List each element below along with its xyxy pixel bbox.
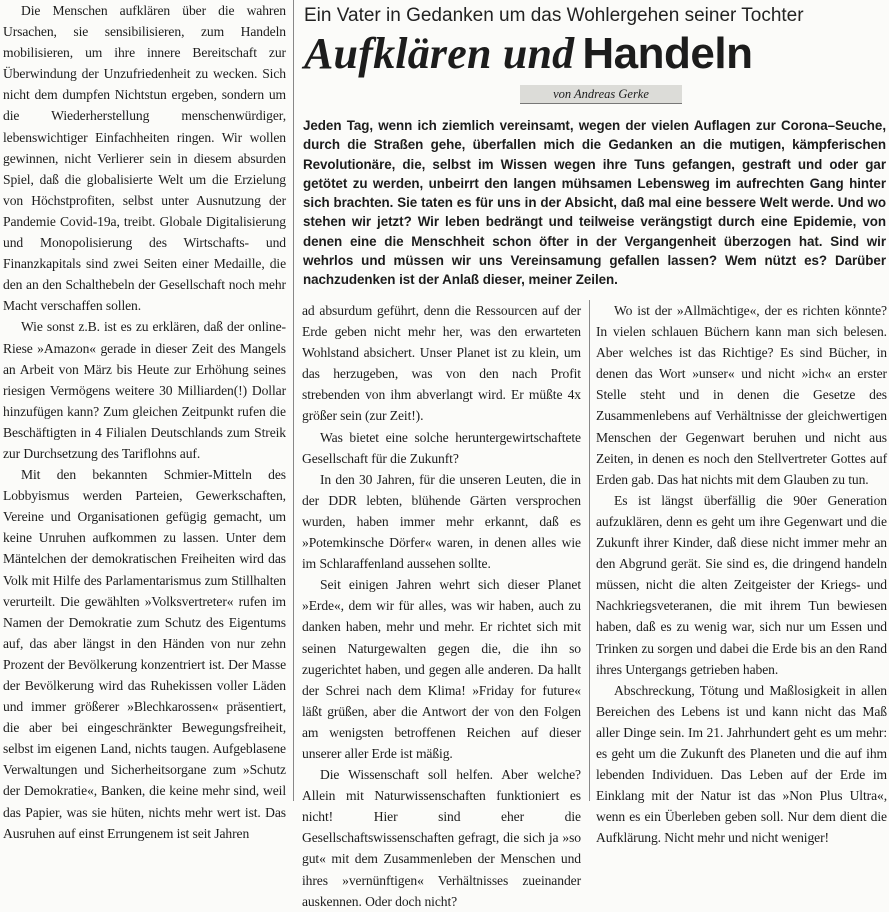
kicker: Ein Vater in Gedanken um das Wohlergehen seiner Tochter (304, 5, 804, 26)
paragraph: Was bietet eine solche heruntergewirtschaftete Gesellschaft für die Zukunft? (302, 429, 581, 466)
column-divider (293, 0, 294, 801)
paragraph: Wo ist der »Allmächtige«, der es richten könnte? In vielen schlauen Büchern kann man sich belesen. Aber welches ist das Richtige? Es sind Bücher, in denen das Wort »unser« und nicht »ich« an erster Stelle steht und in denen die Gesetze des Zusammenlebens auf Verhältnisse der gleichwertigen Menschen der Gegenwart beruhen und nicht aus Zeiten, in denen es noch den Stellvertreter Gottes auf Erden gab. Das hat nichts mit dem Glauben zu tun. (596, 303, 887, 487)
paragraph: Seit einigen Jahren wehrt sich dieser Planet »Erde«, dem wir für alles, was wir haben, auch zu danken haben, mehr und mehr. Er richtet sich mit seinen Naturgewalten gegen die, die ihn so zugerichtet haben, und gegen alle anderen. Da hallt der Schrei nach dem Klima! »Friday for future« läßt grüßen, aber die Antwort der von den Folgen am wenigsten betroffenen Reichen auf dieser unserer aller Erde ist mäßig. (302, 577, 581, 761)
article-column-3 (596, 300, 887, 846)
paragraph: Wie sonst z.B. ist es zu erklären, daß der online-Riese »Amazon« gerade in dieser Zeit des Mangels an Arbeit von März bis Heute zur Erhöhung seines riesigen Vermögens weitere 30 Milliarden(!) Dollar hinzufügen kann? Zum gleichen Zeitpunkt rufen die Beschäftigten in 4 Filialen Deutschlands zum Streik zur Durchsetzung des Tariflohns auf. (3, 319, 286, 461)
paragraph: Es ist längst überfällig die 90er Generation aufzuklären, denn es geht um ihre Gegenwart und die Zukunft ihrer Kinder, daß diese nicht immer mehr an den Abgrund gerät. Sie sind es, die dringend handeln müssen, nicht die alten Zeitgeister der Kriegs- und Nachkriegsveteranen, die mit ihrem Tun bewiesen haben, daß es zu wenig war, sich nur um Essen und Trinken zu sorgen und dabei die Erde bis an den Rand ihres Untergangs getrieben haben. (596, 492, 887, 677)
paragraph: ad absurdum geführt, denn die Ressourcen auf der Erde geben nicht mehr her, was den erwarteten Wohlstand absichert. Unser Planet ist zu klein, um das herzugeben, was von den nach Profit strebenden von ihm abverlangt wird. Er müßte 4x größer sein (zur Zeit!). (302, 303, 581, 424)
headline-part-1: Aufklären und (304, 29, 575, 78)
paragraph: Mit den bekannten Schmier-Mitteln des Lobbyismus werden Parteien, Gewerkschaften, Vereine und Organisationen gefügig gemacht, um keine Unruhen aufkommen zu lassen. Unter dem Mäntelchen der demokratischen Freiheiten wird das Volk mit Hilfe des Parlamentarismus zum Stillhalten verurteilt. Die gewählten »Volksvertreter« rufen im Namen der Demokratie zum Schutz des Eigentums auf, das aber längst in den Händen von nur zehn Prozent der Bevölkerung konzentriert ist. Der Masse der Bevölkerung wird das Ruhekissen voller Läden und immer größerer »Blechkarossen« präsentiert, die aber bei eingeschränkter Bewegungsfreiheit, selbst im eigenen Land, nichts taugen. Aufgeblasene Verwaltungen und Sicherheitsorgane zum »Schutz der Demokratie«, Banken, die keine mehr sind, weil das Papier, was sie hüten, nichts mehr wert ist. Das Ausruhen auf einst Errungenem ist seit Jahren (3, 467, 286, 841)
lead-paragraph: Jeden Tag, wenn ich ziemlich vereinsamt, wegen der vielen Auflagen zur Corona–Seuche, durch die Straßen gehe, überfallen mich die Gedanken an die mutigen, kämpferischen Revolutionäre, die, selbst im Wissen wegen ihre Tuns gefangen, gestraft und oder gar getötet zu werden, unbeirrt den langen mühsamen Lebensweg im aufrechten Gang hinter sich brachten. Sie taten es für uns in der Absicht, daß mal eine bessere Welt werde. Und wo stehen wir jetzt? Wir leben bedrängt und teilweise verängstigt durch eine Epidemie, von denen eine die Menschheit schon öfter in der Vergangenheit überzogen hat. Sind wir wehrlos und müssen wir uns Vereinsamung gefallen lassen? Wem nützt es? Darüber nachzudenken ist der Anlaß dieser, meiner Zeilen. (303, 118, 886, 288)
paragraph: In den 30 Jahren, für die unseren Leuten, die in der DDR lebten, blühende Gärten versprochen wurden, haben immer mehr erkannt, daß es »Potemkinsche Dörfer« waren, in denen alles wie im Schlaraffenland aussehen sollte. (302, 471, 581, 572)
headline (304, 28, 886, 84)
headline-part-2: Handeln (582, 29, 753, 78)
column-divider (589, 300, 590, 801)
paragraph: Die Wissenschaft soll helfen. Aber welche? Allein mit Naturwissenschaften funktioniert es nicht! Hier sind eher die Gesellschaftswissenschaften gefragt, die sich ja »so gut« mit dem Zusammenleben der Menschen und ihres »vernünftigen« Verhältnisses zueinander auskennen. Oder doch nicht? (302, 767, 581, 909)
article-column-1 (3, 0, 286, 841)
paragraph: Abschreckung, Tötung und Maßlosigkeit in allen Bereichen des Lebens ist und kann nicht das Maß aller Dinge sein. Im 21. Jahrhundert geht es um mehr: es geht um die Zukunft des Planeten und die auf ihm lebenden Individuen. Das Leben auf der Erde im Einklang mit der Natur ist das »Non Plus Ultra«, wenn es ein Überleben geben soll. Nur dem dient die Aufklärung. Nicht mehr und nicht weniger! (596, 682, 887, 846)
byline: von Andreas Gerke (553, 87, 649, 101)
article-column-2 (302, 300, 581, 909)
paragraph: Die Menschen aufklären über die wahren Ursachen, sie sensibilisieren, zum Handeln mobilisieren, um ihre innere Bereitschaft zur Überwindung der Unzufriedenheit zu wecken. Sich nicht dem dumpfen Nichtstun ergeben, sondern um die Wiederherstellung menschenwürdiger, lebenswichtiger Einfachheiten ringen. Wir wollen gewinnen, nicht Verlierer sein in diesem absurden Spiel, daß die globalisierte Welt um die Erzielung von Höchstprofiten, selbst unter Ausnutzung der Pandemie Covid-19a, treibt. Globale Digitalisierung und Monopolisierung des Wirtschafts- und Finanzkapitals sind zwei Seiten einer Medaille, die den an den Schalthebeln der Gesellschaft noch mehr Macht verschaffen sollen. (3, 3, 286, 314)
